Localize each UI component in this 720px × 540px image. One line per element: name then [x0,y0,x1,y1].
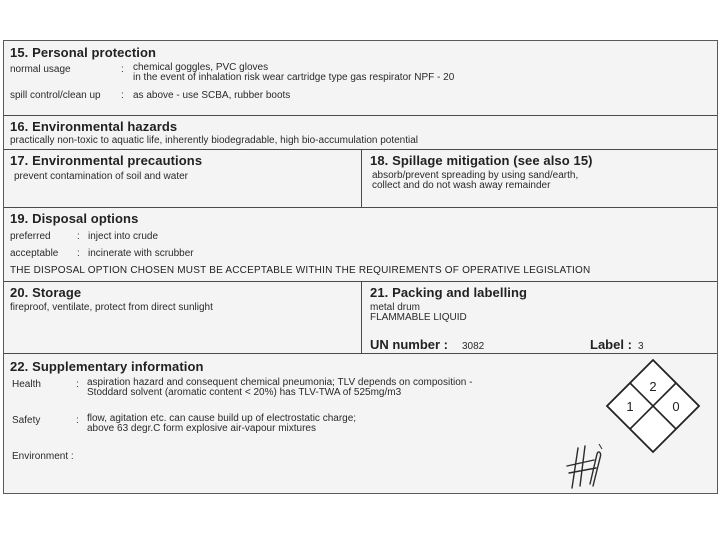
un-number-label: UN number : [370,337,448,352]
environmental-precautions-text: prevent contamination of soil and water [14,171,188,182]
colon: : [76,379,79,390]
normal-usage-label: normal usage [10,64,71,75]
section-21-title: 21. Packing and labelling [370,285,528,300]
preferred-value: inject into crude [88,231,159,242]
safety-label: Safety [12,415,41,426]
acceptable-value: incinerate with scrubber [88,248,194,259]
column-divider [361,149,362,207]
normal-usage-line1: chemical goggles, PVC gloves [133,62,269,73]
colon: : [77,248,80,259]
section-17-title: 17. Environmental precautions [10,153,203,168]
divider [4,207,717,208]
colon: : [76,415,79,426]
disposal-note: THE DISPOSAL OPTION CHOSEN MUST BE ACCEPTABLE WITHIN THE REQUIREMENTS OF OPERATIVE LEGISLATION [10,265,591,276]
safety-line2: above 63 degr.C form explosive air-vapour mixtures [87,423,316,434]
un-number-value: 3082 [462,341,485,352]
spill-control-label: spill control/clean up [10,90,101,101]
colon: : [121,64,124,75]
packing-line1: metal drum [370,302,421,313]
hazard-top-value: 2 [649,379,657,394]
health-label: Health [12,379,41,390]
label-value: 3 [638,341,644,352]
section-18-title: 18. Spillage mitigation (see also 15) [370,153,593,168]
section-19-title: 19. Disposal options [10,211,139,226]
health-line1: aspiration hazard and consequent chemical pneumonia; TLV depends on composition - [87,377,473,388]
environmental-hazards-text: practically non-toxic to aquatic life, inherently biodegradable, high bio-accumulation potential [10,135,419,146]
divider [4,115,717,116]
normal-usage-line2: in the event of inhalation risk wear cartridge type gas respirator NPF - 20 [133,72,455,83]
storage-text: fireproof, ventilate, protect from direct sunlight [10,302,213,313]
packing-line2: FLAMMABLE LIQUID [370,312,467,323]
hazard-left-value: 1 [626,399,634,414]
hazard-right-value: 0 [672,399,680,414]
label-label: Label : [590,337,632,352]
safety-line1: flow, agitation etc. can cause build up of electrostatic charge; [87,413,357,424]
hazard-diamond [605,358,701,454]
section-20-title: 20. Storage [10,285,82,300]
colon: : [121,90,124,101]
spillage-mitigation-line2: collect and do not wash away remainder [372,180,551,191]
health-line2: Stoddard solvent (aromatic content < 20%) has TLV-TWA of 525mg/m3 [87,387,402,398]
acceptable-label: acceptable [10,248,59,259]
divider [4,353,717,354]
spill-control-value: as above - use SCBA, rubber boots [133,90,291,101]
section-16-title: 16. Environmental hazards [10,119,178,134]
column-divider [361,281,362,353]
preferred-label: preferred [10,231,51,242]
signature-mark [560,440,608,497]
section-22-title: 22. Supplementary information [10,359,204,374]
environment-label: Environment : [12,451,74,462]
section-15-title: 15. Personal protection [10,45,157,60]
colon: : [77,231,80,242]
spillage-mitigation-line1: absorb/prevent spreading by using sand/earth, [372,170,579,181]
